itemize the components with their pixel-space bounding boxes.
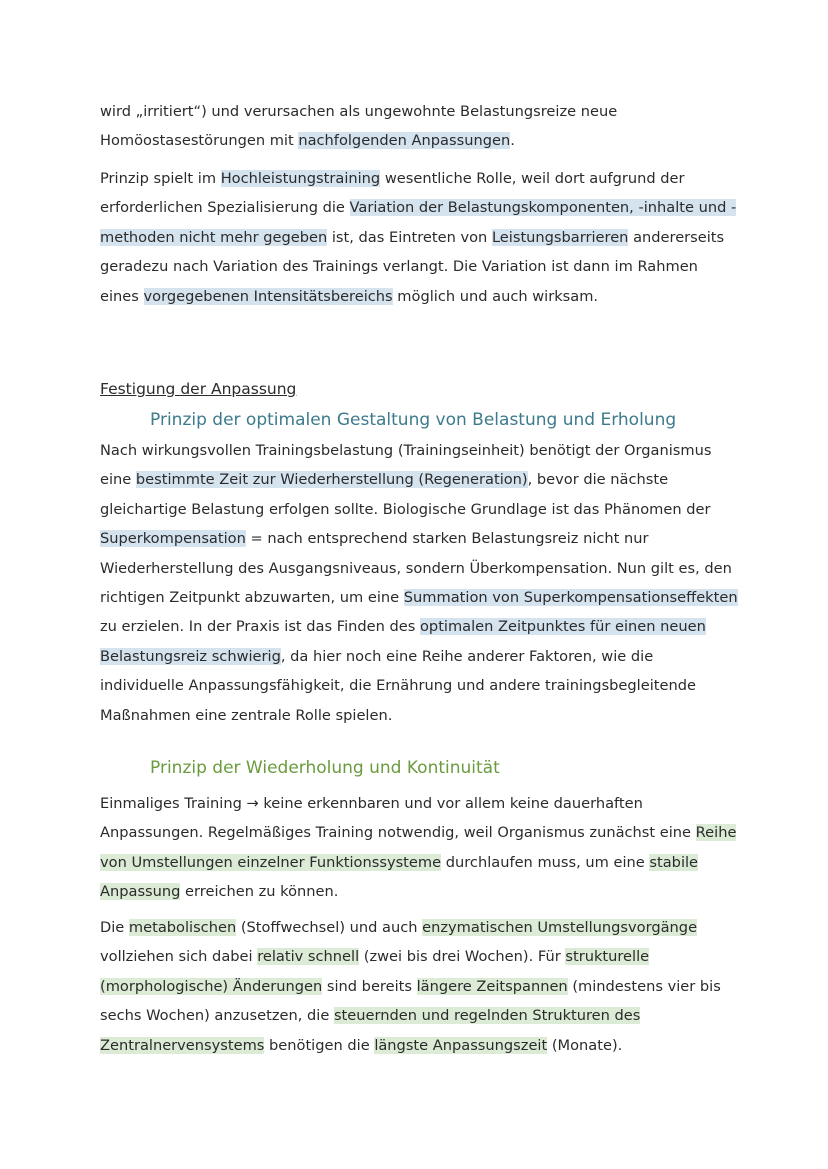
- highlight: Summation von Superkompensationseffekten: [403, 589, 738, 607]
- highlight: enzymatischen Umstellungsvorgänge: [422, 919, 698, 936]
- text: (mindestens vier bis sechs Wochen) anzusetzen, die: [100, 977, 721, 1025]
- text: Prinzip spielt im: [100, 170, 221, 187]
- text: andererseits geradezu nach Variation des Trainings verlangt. Die Variation ist dann im Rahmen eines: [100, 228, 725, 305]
- text: benötigen die: [264, 1036, 375, 1054]
- highlight: längere Zeitspannen: [416, 977, 568, 995]
- paragraph-3: [100, 436, 740, 730]
- highlight: vorgegebenen Intensitätsbereichs: [143, 287, 393, 305]
- highlight: steuernden und regelnden Strukturen des Zentralnervensystems: [100, 1007, 641, 1054]
- text: möglich und auch wirksam.: [392, 287, 599, 305]
- text: erreichen zu können.: [180, 883, 339, 901]
- text: durchlaufen muss, um eine: [441, 853, 650, 871]
- text: = nach entsprechend starken Belastungsreiz nicht nur Wiederherstellung des Ausgangsniveaus, sondern Überkompensation. Nun gilt es, den richtigen Zeitpunkt abzuwarten, um eine: [100, 530, 732, 607]
- paragraph-4: [100, 789, 740, 907]
- text: , bevor die nächste gleichartige Belastung erfolgen sollte. Biologische Grundlage ist das Phänomen der: [100, 471, 711, 518]
- highlight: optimalen Zeitpunktes für einen neuen Belastungsreiz schwierig: [100, 618, 706, 665]
- text: Nach wirkungsvollen Trainingsbelastung (Trainingseinheit) benötigt der Organismus eine: [100, 442, 712, 489]
- highlight: Reihe von Umstellungen einzelner Funktionssysteme: [100, 824, 737, 871]
- text: Die: [100, 919, 129, 936]
- subheading-recovery: Prinzip der optimalen Gestaltung von Belastung und Erholung: [150, 410, 677, 430]
- highlight: Leistungsbarrieren: [491, 228, 629, 246]
- text: wird „irritiert“) und verursachen als ungewohnte Belastungsreize neue Homöostasestörungen mit: [100, 103, 618, 150]
- highlight: längste Anpassungszeit: [374, 1036, 548, 1054]
- highlight: strukturelle (morphologische) Änderungen: [100, 948, 650, 995]
- highlight: metabolischen: [128, 919, 237, 936]
- text: (Stoffwechsel) und auch: [236, 919, 423, 936]
- highlight: relativ schnell: [257, 948, 360, 966]
- highlight: Variation der Belastungskomponenten, -inhalte und -methoden nicht mehr gegeben: [100, 199, 737, 246]
- text: zu erzielen. In der Praxis ist das Finden des: [100, 618, 420, 636]
- paragraph-5: [100, 913, 740, 1060]
- text: vollziehen sich dabei: [100, 948, 258, 966]
- highlight: bestimmte Zeit zur Wiederherstellung (Regeneration): [135, 471, 528, 489]
- text: sind bereits: [322, 977, 417, 995]
- highlight: Superkompensation: [100, 530, 246, 548]
- highlight: nachfolgenden Anpassungen: [298, 132, 511, 150]
- paragraph-2: [100, 164, 740, 311]
- text: Einmaliges Training → keine erkennbaren und vor allem keine dauerhaften Anpassungen. Regelmäßiges Training notwendig, weil Organismus zunächst eine: [100, 795, 696, 842]
- text: , da hier noch eine Reihe anderer Faktoren, wie die individuelle Anpassungsfähigkeit, die Ernährung und andere trainingsbegleitende Maßnahmen eine zentrale Rolle spielen.: [100, 647, 696, 724]
- subheading-continuity: Prinzip der Wiederholung und Kontinuität: [150, 758, 500, 778]
- text: .: [510, 132, 515, 150]
- text: ist, das Eintreten von: [327, 228, 492, 246]
- text: (Monate).: [547, 1036, 623, 1054]
- highlight: stabile Anpassung: [100, 853, 699, 901]
- text: (zwei bis drei Wochen). Für: [359, 948, 566, 966]
- text: wesentliche Rolle, weil dort aufgrund der erforderlichen Spezialisierung die: [100, 170, 685, 217]
- highlight: Hochleistungstraining: [220, 170, 381, 187]
- paragraph-1: [100, 97, 740, 156]
- section-heading: Festigung der Anpassung: [100, 380, 297, 398]
